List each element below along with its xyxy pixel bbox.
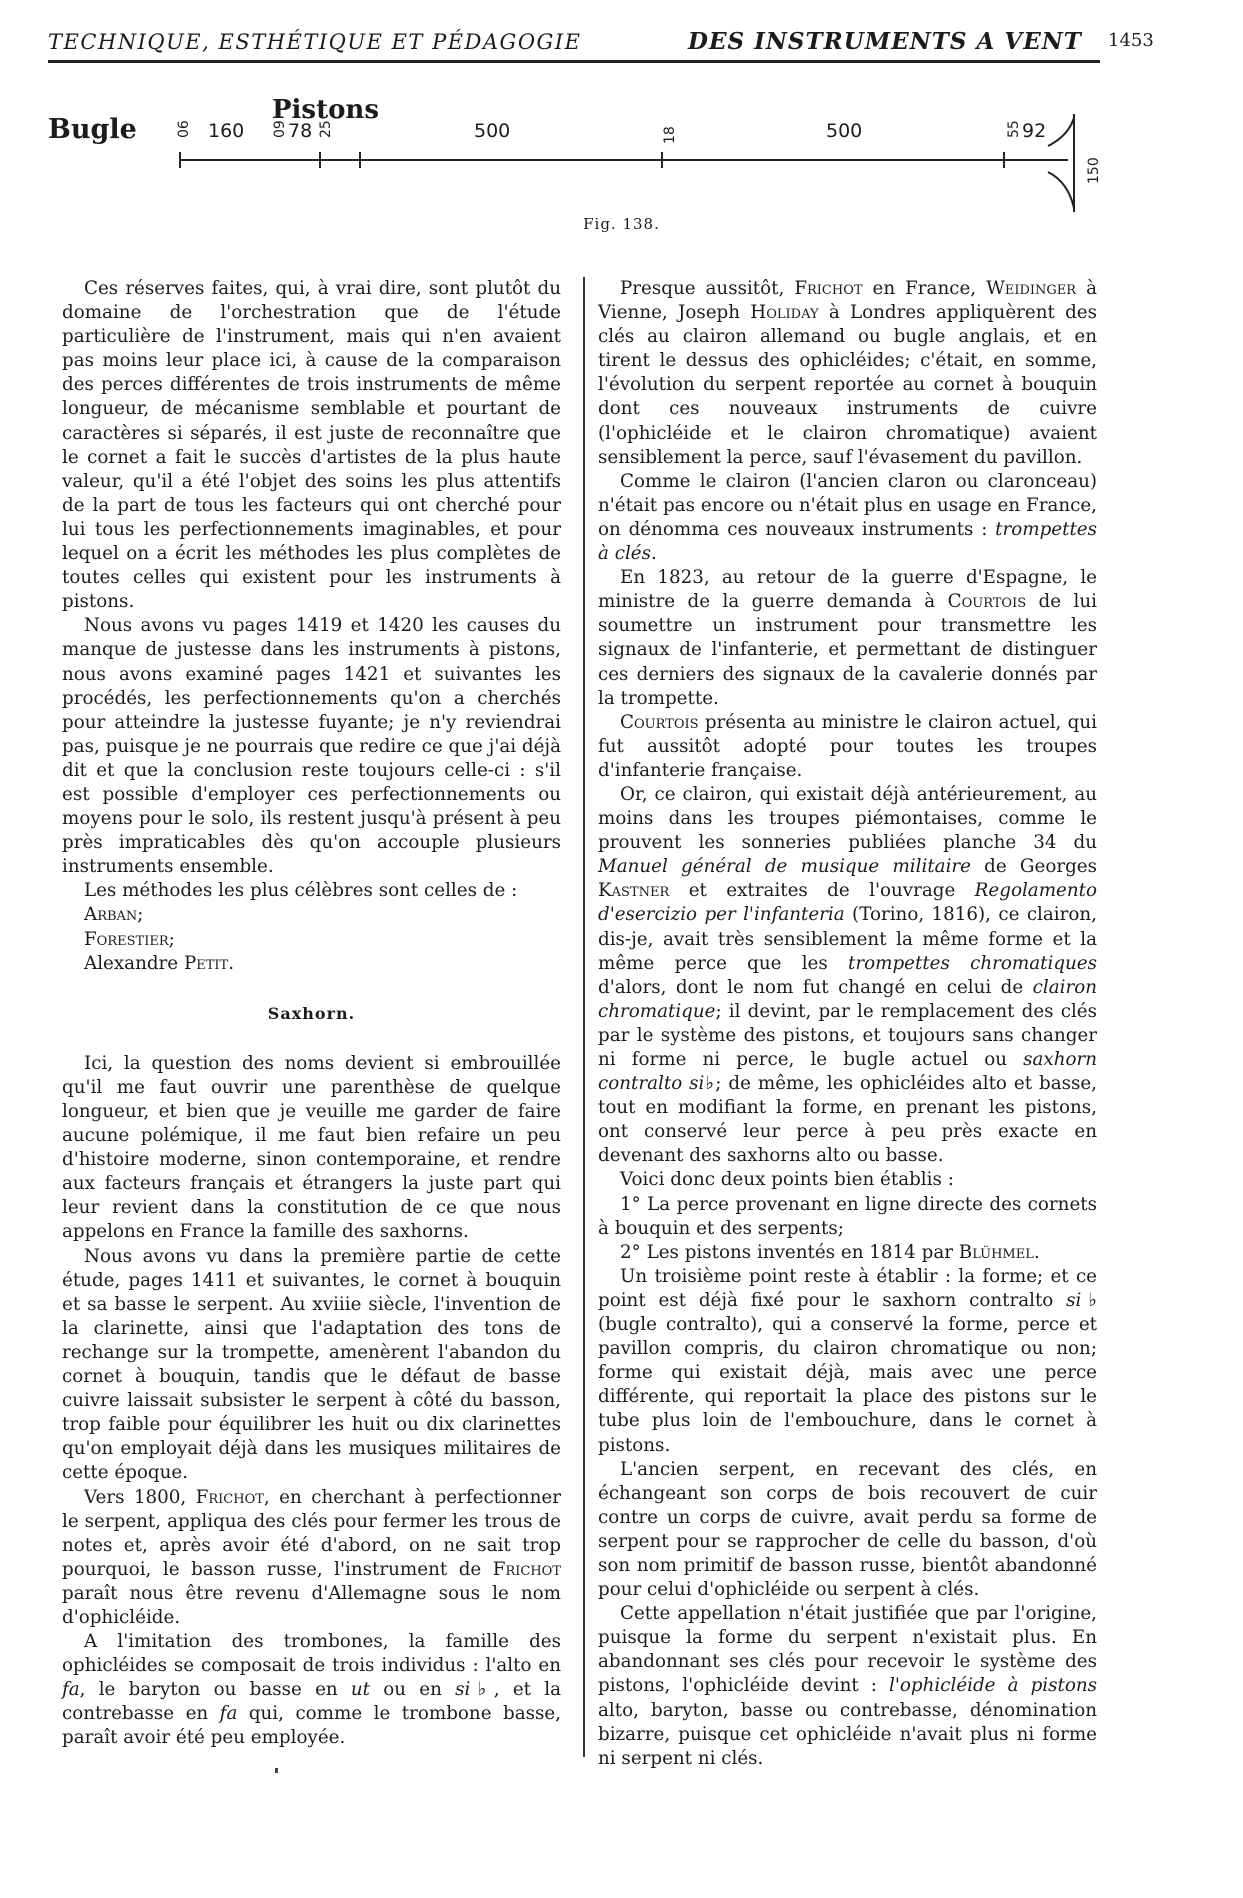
paragraph: Cette appellation n'était justifiée que par l'origine, puisque la forme du serpent n'existait plus. En abandonnant ses clés pour recevoir le système des pistons, l'ophicléide devint : l'ophicléide à pistons alto, baryton, basse ou contrebasse, dénomination bizarre, puisque cet ophicléide n'avait plus ni forme ni serpent ni clés. xyxy=(598,1603,1098,1769)
section-title: Saxhorn. xyxy=(267,1003,356,1023)
paragraph: Courtois présenta au ministre le clairon actuel, qui fut aussitôt adopté pour toutes les troupes d'infanterie française. xyxy=(598,711,1097,781)
dimension-06: 06 xyxy=(176,120,192,138)
method-author: Arban; xyxy=(84,904,144,926)
dimension-92: 92 xyxy=(1022,120,1047,142)
instrument-label: Bugle xyxy=(48,114,137,145)
paragraph: Nous avons vu pages 1419 et 1420 les causes du manque de justesse dans les instruments à pistons, nous avons examiné pages 1421 et suivantes les procédés, les perfectionnements qu'on a cherchés pour atteindre la justesse fuyante; je n'y reviendrai pas, puisque je ne pourrais que redire ce que j'ai déjà dit et que la conclusion reste toujours celle-ci : s'il est possible d'employer ces perfectionnements ou moyens pour le solo, ils restent jusqu'à présent à peu près impraticables dès qu'on accouple plusieurs instruments ensemble. xyxy=(62,615,561,878)
paragraph: Vers 1800, Frichot, en cherchant à perfectionner le serpent, appliqua des clés pour fermer les trous de notes et, après avoir été d'abord, on ne sait trop pourquoi, le basson russe, l'instrument de Frichot paraît nous être revenu d'Allemagne sous le nom d'ophicléide. xyxy=(62,1486,561,1628)
ink-speck xyxy=(275,1768,278,1773)
paragraph: L'ancien serpent, en recevant des clés, en échangeant son corps de bois recouvert de cuir contre un corps de cuivre, avait perdu sa forme de serpent pour se rapprocher de celle du basson, d'où son nom primitif de basson russe, bientôt abandonné pour celui d'ophicléide ou serpent à clés. xyxy=(598,1458,1097,1601)
paragraph: Comme le clairon (l'ancien claron ou claronceau) n'était pas encore ou n'était plus en usage en France, on dénomma ces nouveaux instruments : trompettes à clés. xyxy=(598,470,1097,565)
paragraph: Ces réserves faites, qui, à vrai dire, sont plutôt du domaine de l'orchestration que de l'étude particulière de l'instrument, mais qui n'en avaient pas moins leur place ici, à cause de la comparaison des perces différentes de trois instruments de même longueur, de mécanisme semblable et pourtant de caractères si séparés, il est juste de reconnaître que le cornet a fait le succès d'artistes de la plus haute valeur, qu'il a été l'objet des soins les plus attentifs de la part de tous les facteurs qui ont cherché pour lui tous les perfectionnements imaginables, et pour lequel on a écrit les méthodes les plus complètes de toutes celles qui existent pour les instruments à pistons. xyxy=(62,278,561,613)
dimension-500-b: 500 xyxy=(826,120,863,142)
paragraph: Or, ce clairon, qui existait déjà antérieurement, au moins dans les troupes piémontaises, comme le prouvent les sonneries publiées planche 34 du Manuel général de musique militaire de Georges Kastner et extraites de l'ouvrage Regolamento d'esercizio per l'infanteria (Torino, 1816), ce clairon, dis-je, avait très sensiblement la même forme et la même perce que les trompettes chromatiques d'alors, dont le nom fut changé en celui de clairon chromatique; il devint, par le remplacement des clés par le système des pistons, et toujours sans changer ni forme ni perce, le bugle actuel ou saxhorn contralto si♭; de même, les ophicléides alto et basse, tout en modifiant la forme, en prenant les pistons, ont conservé leur perce à peu près exacte en devenant des saxhorns alto ou basse. xyxy=(598,783,1097,1167)
dimension-25: 25 xyxy=(318,120,334,138)
bell-lower-curve xyxy=(1048,172,1074,208)
dimension-500-a: 500 xyxy=(474,120,511,142)
header-right-title: DES INSTRUMENTS A VENT xyxy=(688,28,1082,55)
page-number: 1453 xyxy=(1108,30,1154,51)
dimension-160: 160 xyxy=(208,120,245,142)
method-author: Forestier; xyxy=(84,928,175,950)
dimension-09: 09 xyxy=(272,120,288,138)
dimension-78: 78 xyxy=(288,120,313,142)
bugle-diagram-svg xyxy=(48,88,1208,218)
paragraph: Ici, la question des noms devient si embrouillée qu'il me faut ouvrir une parenthèse de quelque longueur, et bien que je veuille me garder de faire aucune polémique, il me faut bien refaire un peu d'histoire moderne, sinon contemporaine, et rendre aux facteurs français et étrangers la juste part qui leur revient dans la constitution de ce que nous appelons en France la famille des saxhorns. xyxy=(62,1052,561,1243)
paragraph: A l'imitation des trombones, la famille des ophicléides se composait de trois individus : l'alto en fa, le baryton ou basse en ut ou en si♭, et la contrebasse en fa qui, comme le trombone basse, paraît avoir été peu employée. xyxy=(62,1631,562,1749)
paragraph: Un troisième point reste à établir : la forme; et ce point est déjà fixé pour le saxhorn contralto si♭ (bugle contralto), qui a conservé la forme, perce et pavillon compris, du clairon chromatique ou non; forme qui existait déjà, mais avec une perce différente, qui reportait la place des pistons sur le tube plus loin de l'embouchure, dans le cornet à pistons. xyxy=(598,1265,1097,1456)
dimension-18: 18 xyxy=(662,126,678,144)
header-left-title: TECHNIQUE, ESTHÉTIQUE ET PÉDAGOGIE xyxy=(48,30,582,54)
paragraph: 1° La perce provenant en ligne directe des cornets à bouquin et des serpents; xyxy=(598,1193,1097,1239)
paragraph: Presque aussitôt, Frichot en France, Weidinger à Vienne, Joseph Holiday à Londres appliquèrent des clés au clairon allemand ou bugle anglais, et en tirent le dessus des ophicléides; c'était, en somme, l'évolution du serpent reportée au cornet à bouquin dont ces nouveaux instruments de cuivre (l'ophicléide et le clairon chromatique) avaient sensiblement la perce, sauf l'évasement du pavillon. xyxy=(598,278,1097,468)
figure-caption: Fig. 138. xyxy=(583,215,660,233)
pistons-label: Pistons xyxy=(272,95,379,125)
paragraph: Nous avons vu dans la première partie de cette étude, pages 1411 et suivantes, le cornet à bouquin et sa basse le serpent. Au xviiie siècle, l'invention de la clarinette, ainsi que l'adaptation des tons de rechange sur la trompette, amenèrent l'abandon du cornet à bouquin, tandis que le défaut de basse cuivre laissait subsister le serpent à côté du basson, trop faible pour équilibrer les huit ou dix clarinettes qu'on employait déjà dans les musiques militaires de cette époque. xyxy=(62,1245,561,1484)
dimension-150: 150 xyxy=(1086,157,1102,184)
paragraph: Les méthodes les plus célèbres sont celles de : xyxy=(84,880,518,902)
running-header xyxy=(48,24,1198,60)
right-column xyxy=(598,277,1097,1771)
method-author: Alexandre Petit. xyxy=(84,952,235,974)
dimension-55: 55 xyxy=(1006,120,1022,138)
paragraph: Voici donc deux points bien établis : xyxy=(620,1169,954,1191)
paragraph: 2° Les pistons inventés en 1814 par Blühmel. xyxy=(620,1241,1040,1263)
column-divider xyxy=(583,277,585,1757)
bell-upper-curve xyxy=(1048,118,1074,146)
paragraph: En 1823, au retour de la guerre d'Espagne, le ministre de la guerre demanda à Courtois de lui soumettre un instrument pour transmettre les signaux de l'infanterie, et permettant de distinguer ces derniers des signaux de la cavalerie donnés par la trompette. xyxy=(598,567,1097,709)
header-rule xyxy=(48,60,1100,63)
left-column xyxy=(62,277,561,1751)
